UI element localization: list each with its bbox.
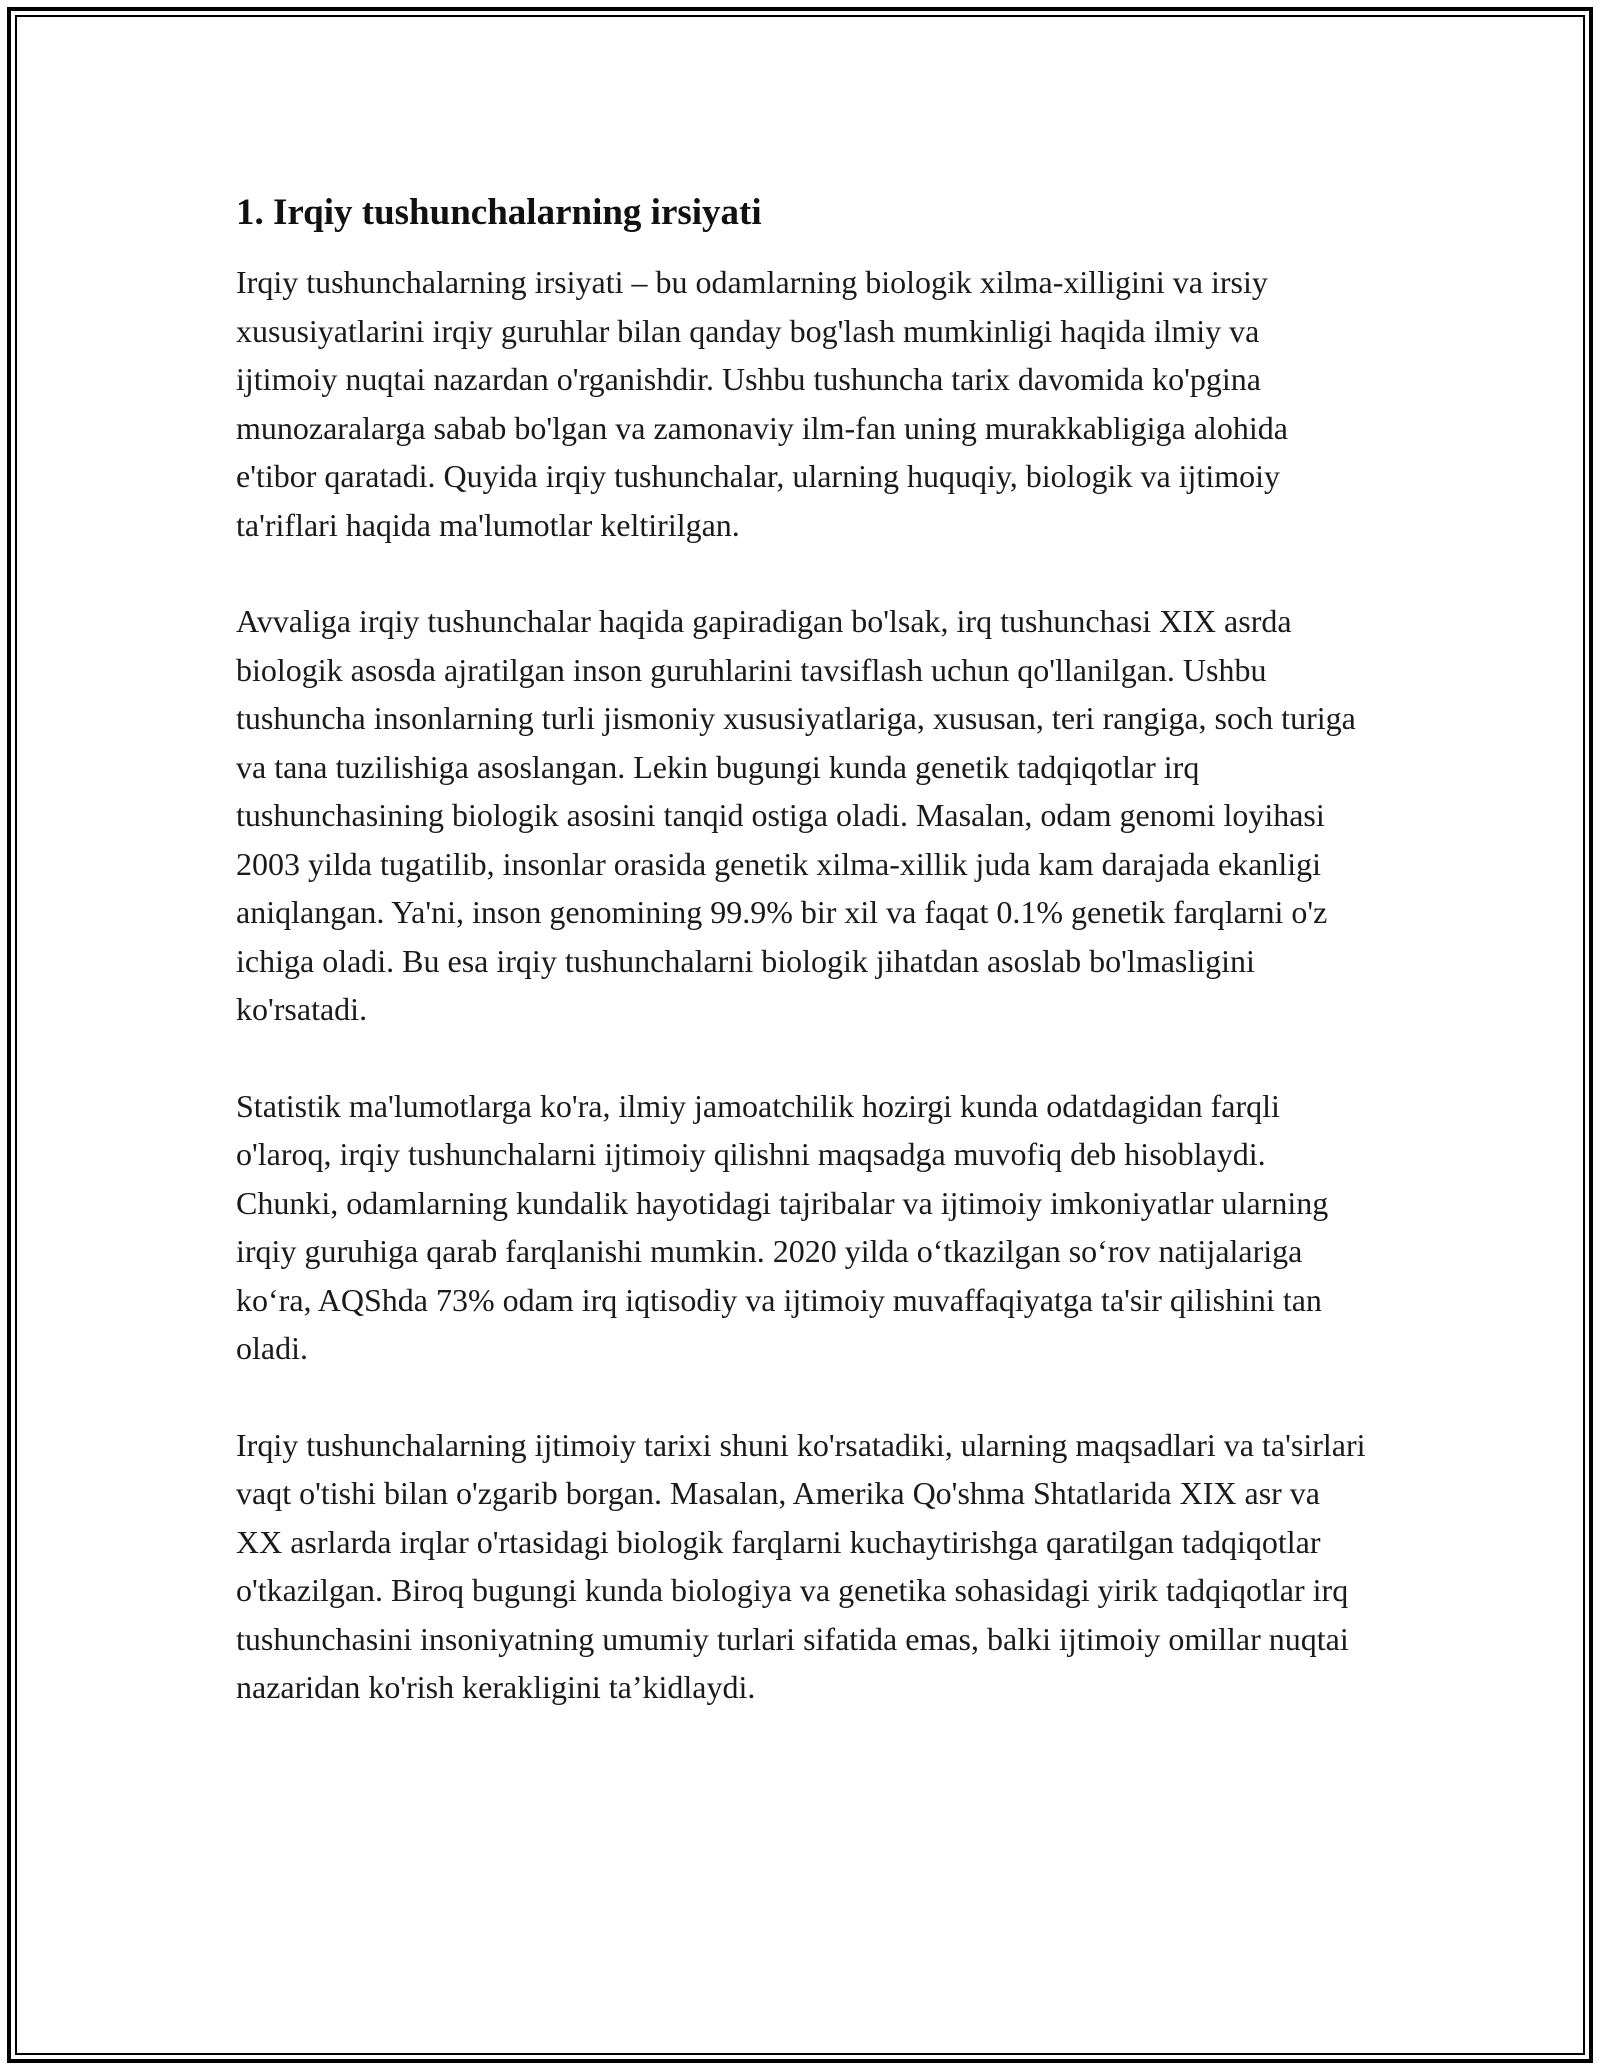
paragraph-statistics: Statistik ma'lumotlarga ko'ra, ilmiy jamoatchilik hozirgi kunda odatdagidan farqli o'laroq, irqiy tushunchalarni ijtimoiy qilishni maqsadga muvofiq deb hisoblaydi. Chunki, odamlarning kundalik hayotidagi tajribalar va ijtimoiy imkoniyatlar ularning irqiy guruhiga qarab farqlanishi mumkin. 2020 yilda oʻtkazilgan soʻrov natijalariga koʻra, AQShda 73% odam irq iqtisodiy va ijtimoiy muvaffaqiyatga ta'sir qilishini tan oladi. (236, 1087, 1329, 1366)
paragraph-social-history: Irqiy tushunchalarning ijtimoiy tarixi shuni ko'rsatadiki, ularning maqsadlari va ta'sirlari vaqt o'tishi bilan o'zgarib borgan. Masalan, Amerika Qo'shma Shtatlarida XIX asr va XX asrlarda irqlar o'rtasidagi biologik farqlarni kuchaytirishga qaratilgan tadqiqotlar o'tkazilgan. Biroq bugungi kunda biologiya va genetika sohasidagi yirik tadqiqotlar irq tushunchasini insoniyatning umumiy turlari sifatida emas, balki ijtimoiy omillar nuqtai nazaridan ko'rish kerakligini ta’kidlaydi. (236, 1426, 1366, 1705)
paragraph-intro: Irqiy tushunchalarning irsiyati – bu odamlarning biologik xilma-xilligini va irsiy xususiyatlarini irqiy guruhlar bilan qanday bog'lash mumkinligi haqida ilmiy va ijtimoiy nuqtai nazardan o'rganishdir. Ushbu tushuncha tarix davomida ko'pgina munozaralarga sabab bo'lgan va zamonaviy ilm-fan uning murakkabligiga alohida e'tibor qaratadi. Quyida irqiy tushunchalar, ularning huquqiy, biologik va ijtimoiy ta'riflari haqida ma'lumotlar keltirilgan. (236, 264, 1288, 543)
paragraph-biological-basis: Avvaliga irqiy tushunchalar haqida gapiradigan bo'lsak, irq tushunchasi XIX asrda biologik asosda ajratilgan inson guruhlarini tavsiflash uchun qo'llanilgan. Ushbu tushuncha insonlarning turli jismoniy xususiyatlariga, xususan, teri rangiga, soch turiga va tana tuzilishiga asoslangan. Lekin bugungi kunda genetik tadqiqotlar irq tushunchasining biologik asosini tanqid ostiga oladi. Masalan, odam genomi loyihasi 2003 yilda tugatilib, insonlar orasida genetik xilma-xillik juda kam darajada ekanligi aniqlangan. Ya'ni, inson genomining 99.9% bir xil va faqat 0.1% genetik farqlarni o'z ichiga oladi. Bu esa irqiy tushunchalarni biologik jihatdan asoslab bo'lmasligini ko'rsatadi. (236, 603, 1356, 1027)
document-body (236, 188, 1366, 1760)
section-heading: 1. Irqiy tushunchalarning irsiyati (236, 192, 762, 233)
